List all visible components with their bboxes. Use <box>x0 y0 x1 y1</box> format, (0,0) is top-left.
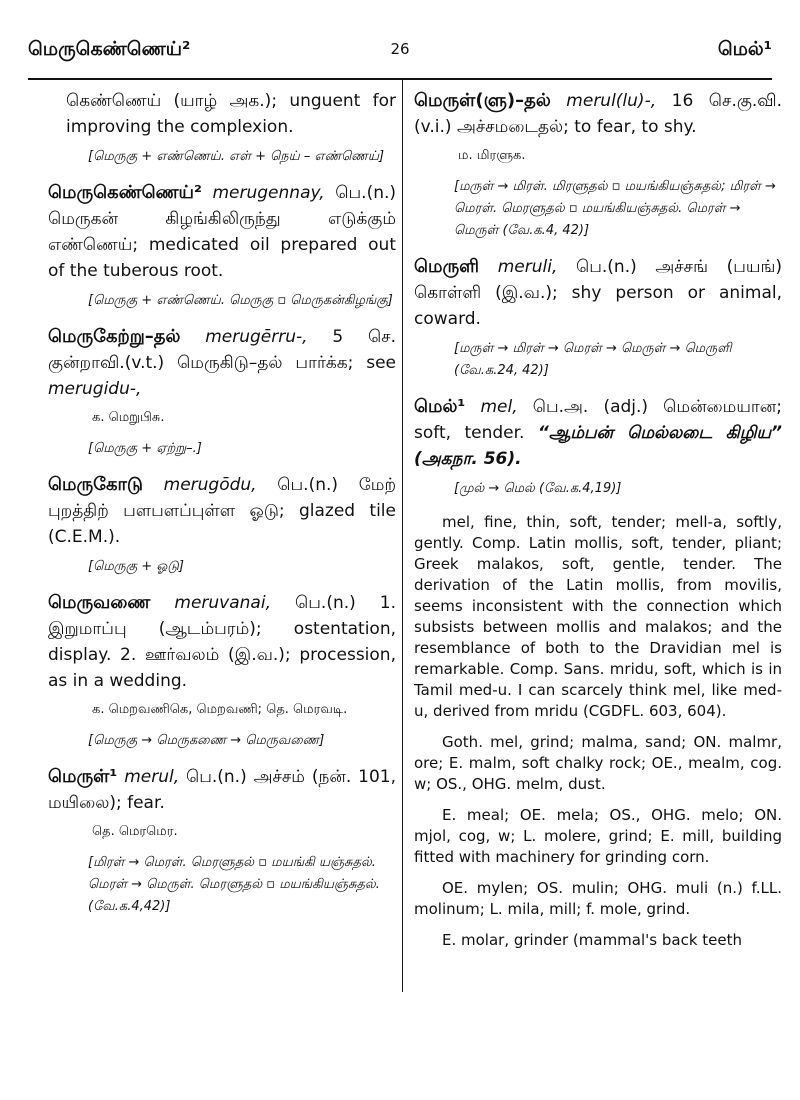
definition: 16 செ.கு.வி. (v.i.) அச்சமடைதல்; to fear, to shy. <box>414 91 783 137</box>
right-column <box>414 88 782 961</box>
left-running-headword: மெருகெண்ணெய்² <box>28 38 191 60</box>
cross-reference: merugidu-, <box>48 379 142 399</box>
definition: பெ.அ. (adj.) மென்மையான; soft, tender. <box>414 397 782 443</box>
headword: மெருகேற்று–தல் <box>48 326 181 347</box>
page-number: 26 <box>390 40 410 58</box>
transliteration: merul(lu)-, <box>566 91 657 111</box>
transliteration: merugōdu, <box>163 475 257 495</box>
left-column <box>48 88 396 930</box>
definition: பெ.(n.) அச்சம் (நன். 101, மயிலை); fear. <box>48 767 396 813</box>
transliteration: merugērru-, <box>205 327 308 347</box>
cognates: க. மெறுபிசு. <box>92 410 165 425</box>
definition: பெ.(n.) அச்சங் (பயங்) கொள்ளி (இ.வ.); shy person or animal, coward. <box>414 257 782 329</box>
dictionary-entry <box>48 324 396 402</box>
etymology: [மெருகு + எண்ணெய். எள் + நெய் – எண்ணெய்] <box>88 149 385 164</box>
headword: மெல்¹ <box>414 396 466 417</box>
entry-continuation: கெண்ணெய் (யாழ் அக.); unguent for improving the complexion. <box>66 91 396 137</box>
column-divider <box>402 80 403 992</box>
transliteration: mel, <box>480 397 518 417</box>
definition: 5 செ. குன்றாவி.(v.t.) மெருகிடு–தல் பார்க்க; see <box>48 327 397 373</box>
transliteration: merugennay, <box>212 183 325 203</box>
dictionary-entry <box>48 472 396 550</box>
headword: மெருவணை <box>48 592 151 613</box>
definition: பெ.(n.) 1. இறுமாப்பு (ஆடம்பரம்); ostentation, display. 2. ஊர்வலம் (இ.வ.); procession, as in a wedding. <box>48 593 397 691</box>
transliteration: meruli, <box>497 257 558 277</box>
comparative-note: Goth. mel, grind; malma, sand; ON. malmr, ore; E. malm, soft chalky rock; OE., mealm, cog. w; OS., OHG. melm, dust. <box>414 733 782 793</box>
comparative-note: OE. mylen; OS. mulin; OHG. muli (n.) f.LL. molinum; L. mila, mill; f. mole, grind. <box>414 879 782 918</box>
etymology: [மெருகு → மெருகணை → மெருவணை] <box>88 733 325 748</box>
headword: மெருள்(ளு)–தல் <box>414 90 551 111</box>
headword: மெருகோடு <box>48 474 143 495</box>
dictionary-entry <box>414 394 782 472</box>
comparative-note: mel, fine, thin, soft, tender; mell-a, softly, gently. Comp. Latin mollis, soft, tender, pliant; Greek malakos, soft, gentle, tender. The derivation of the Latin mollis, from movilis, seems inconsistent with the connection which subsists between mollis and malakos; and the resemblance of both to the Dravidian mel is remarkable. Comp. Sans. mridu, soft, which is in Tamil med-u. I can scarcely think mel, like med-u, derived from mridu (CGDFL. 603, 604). <box>414 513 782 720</box>
transliteration: meruvanai, <box>174 593 271 613</box>
definition: பெ.(n.) மெருகன் கிழங்கிலிருந்து எடுக்கும் எண்ணெய்; medicated oil prepared out of the tuberous root. <box>48 183 397 281</box>
etymology: [மெருகு + ஏற்று–.] <box>88 441 202 456</box>
dictionary-entry <box>414 88 782 140</box>
header-rule <box>28 78 772 80</box>
dictionary-entry <box>48 180 396 284</box>
headword: மெருளி <box>414 256 480 277</box>
cognates: ம. மிரளுக. <box>458 148 526 163</box>
dictionary-entry <box>414 254 782 332</box>
comparative-note: E. molar, grinder (mammal's back teeth <box>442 931 742 949</box>
etymology: [மருள் → மிரள். மிரளுதல் ▫ மயங்கியஞ்சுதல்; மிரள் → மெரள். மெரளுதல் ▫ மயங்கியஞ்சுதல். மெரள் → மெருள் (வே.க.4, 42)] <box>454 179 776 238</box>
cognates: க. மெறவணிகெ, மெறவணி; தெ. மெரவடி. <box>92 702 348 717</box>
etymology: [மிரள் → மெரள். மெரளுதல் ▫ மயங்கி யஞ்சுதல். மெரள் → மெருள். மெரளுதல் ▫ மயங்கியஞ்சுதல். (வே.க.4,42)] <box>88 855 380 914</box>
dictionary-entry <box>48 590 396 694</box>
transliteration: merul, <box>124 767 180 787</box>
etymology: [மெருகு + எண்ணெய். மெருகு ▫ மெருகன்கிழங்கு] <box>88 293 393 308</box>
comparative-note: E. meal; OE. mela; OS., OHG. melo; ON. mjol, cog, w; L. molere, grind; E. mill, building fitted with machinery for grinding corn. <box>414 806 782 866</box>
literary-quotation: “ஆம்பன் மெல்லடை கிழிய” (அகநா. 56). <box>414 423 782 469</box>
right-running-headword: மெல்¹ <box>717 38 772 60</box>
headword: மெருகெண்ணெய்² <box>48 182 202 203</box>
etymology: [மருள் → மிரள் → மெரள் → மெருள் → மெருளி (வே.க.24, 42)] <box>454 341 732 378</box>
etymology: [மெருகு + ஓடு] <box>88 559 184 574</box>
headword: மெருள்¹ <box>48 766 118 787</box>
etymology: [முல் → மெல் (வே.க.4,19)] <box>454 481 622 496</box>
page-header <box>28 38 772 78</box>
cognates: தெ. மெரமெர. <box>92 824 178 839</box>
dictionary-entry <box>48 764 396 816</box>
definition: பெ.(n.) மேற் புறத்திற் பளபளப்புள்ள ஓடு; glazed tile (C.E.M.). <box>48 475 397 547</box>
